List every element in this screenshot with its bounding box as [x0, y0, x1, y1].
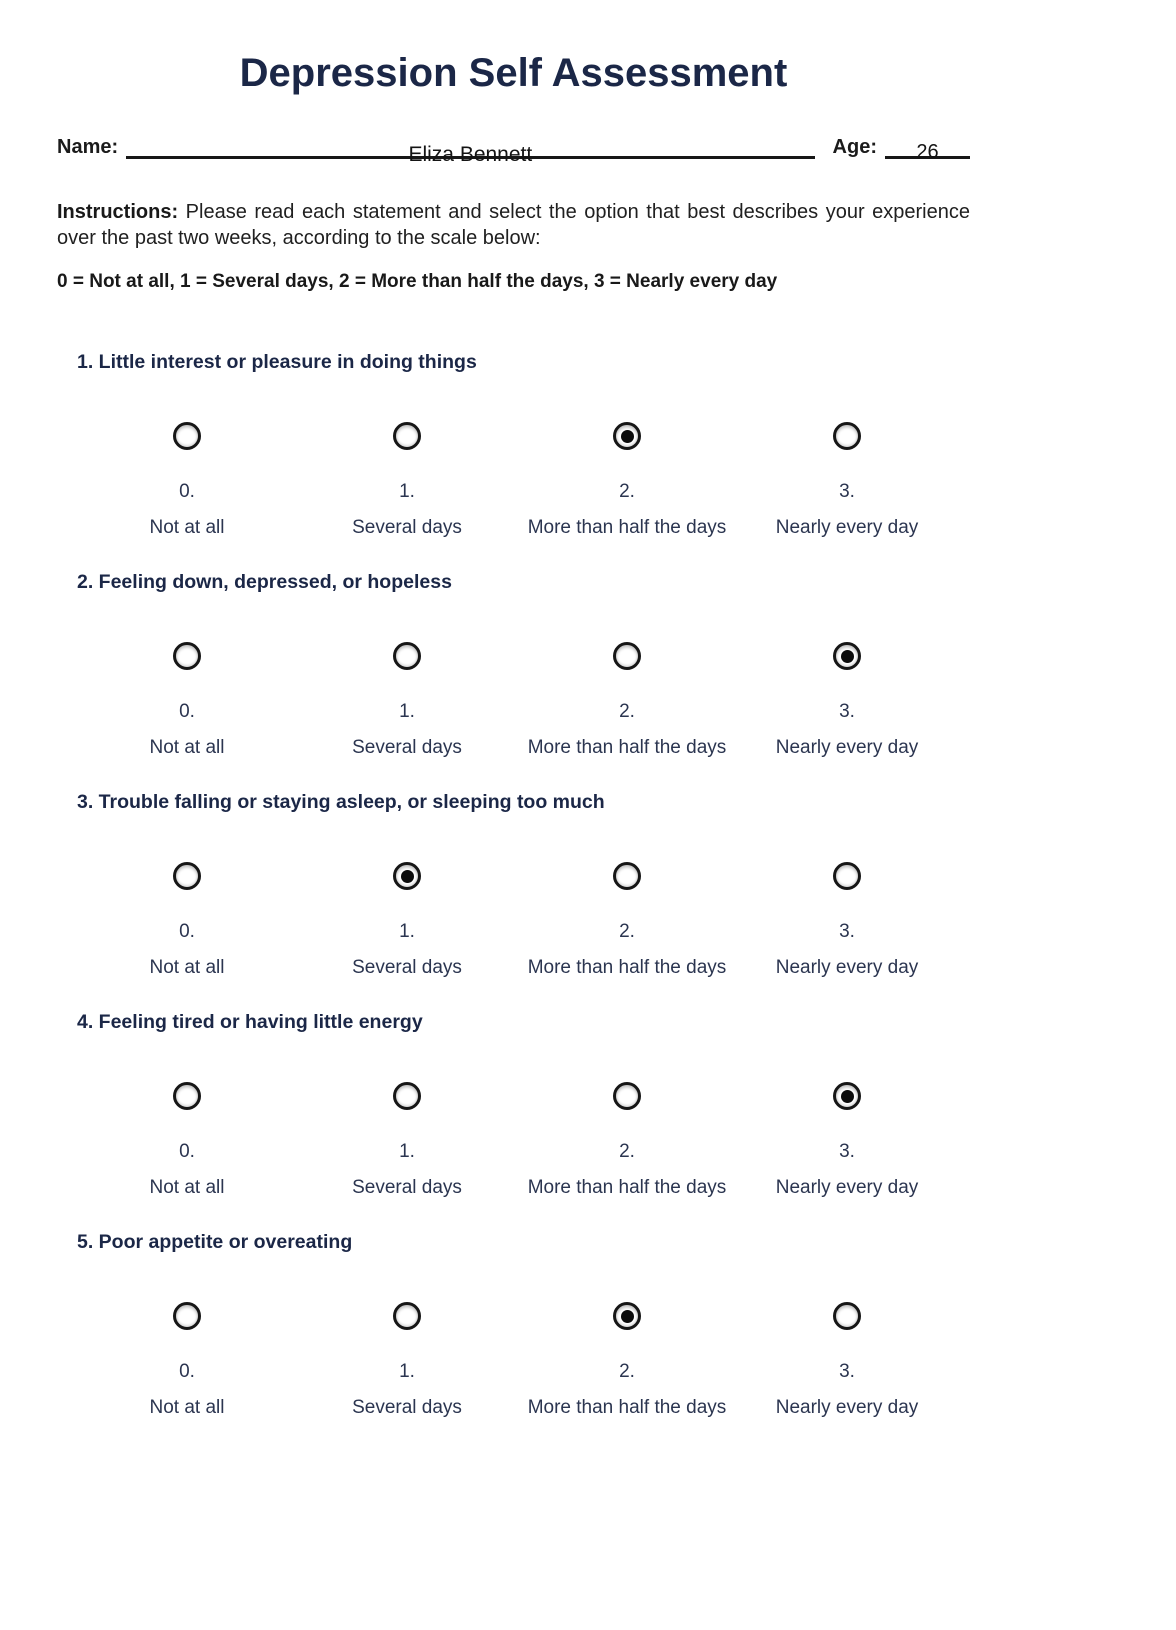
q2-option-2[interactable] — [517, 642, 737, 760]
q5-option-1[interactable] — [297, 1302, 517, 1420]
radio-q4-opt3[interactable] — [833, 1082, 861, 1110]
radio-q4-opt2[interactable] — [613, 1082, 641, 1110]
options-row — [77, 642, 970, 760]
question-title: 4. Feeling tired or having little energy — [77, 1011, 423, 1033]
option-label: Nearly every day — [775, 957, 919, 978]
option-number: 2. — [619, 1141, 635, 1162]
name-value: Eliza Bennett — [408, 143, 533, 166]
option-label: Not at all — [149, 1397, 225, 1418]
option-label: Several days — [352, 737, 462, 758]
radio-q3-opt2[interactable] — [613, 862, 641, 890]
option-number: 0. — [179, 921, 195, 942]
q1-option-1[interactable] — [297, 422, 517, 540]
option-number: 1. — [399, 921, 415, 942]
name-field[interactable] — [126, 132, 814, 166]
option-number: 3. — [839, 921, 855, 942]
q3-option-0[interactable] — [77, 862, 297, 980]
option-label: Nearly every day — [775, 737, 919, 758]
radio-q1-opt0[interactable] — [173, 422, 201, 450]
q2-option-3[interactable] — [737, 642, 957, 760]
instructions — [57, 199, 970, 251]
option-label: More than half the days — [527, 737, 727, 758]
radio-q5-opt3[interactable] — [833, 1302, 861, 1330]
radio-q3-opt1[interactable] — [393, 862, 421, 890]
option-number: 1. — [399, 1141, 415, 1162]
radio-q4-opt0[interactable] — [173, 1082, 201, 1110]
scale-legend: 0 = Not at all, 1 = Several days, 2 = More than half the days, 3 = Nearly every day — [57, 271, 778, 292]
radio-dot-icon — [401, 870, 414, 883]
option-label: Not at all — [149, 737, 225, 758]
radio-q4-opt1[interactable] — [393, 1082, 421, 1110]
question-5 — [57, 1229, 970, 1420]
instructions-label: Instructions: — [57, 201, 179, 223]
option-label: More than half the days — [527, 517, 727, 538]
option-label: Not at all — [149, 517, 225, 538]
q5-option-0[interactable] — [77, 1302, 297, 1420]
question-title: 1. Little interest or pleasure in doing things — [77, 351, 477, 373]
q4-option-3[interactable] — [737, 1082, 957, 1200]
option-label: More than half the days — [527, 957, 727, 978]
radio-q2-opt3[interactable] — [833, 642, 861, 670]
q4-option-0[interactable] — [77, 1082, 297, 1200]
radio-q3-opt3[interactable] — [833, 862, 861, 890]
question-title: 5. Poor appetite or overeating — [77, 1231, 353, 1253]
option-label: Nearly every day — [775, 517, 919, 538]
option-number: 1. — [399, 481, 415, 502]
radio-q2-opt2[interactable] — [613, 642, 641, 670]
option-number: 3. — [839, 481, 855, 502]
question-3 — [57, 789, 970, 980]
age-label: Age: — [832, 136, 877, 158]
radio-q5-opt2[interactable] — [613, 1302, 641, 1330]
option-label: Several days — [352, 957, 462, 978]
page-title: Depression Self Assessment — [239, 51, 788, 95]
q4-option-2[interactable] — [517, 1082, 737, 1200]
option-label: Not at all — [149, 957, 225, 978]
option-number: 2. — [619, 481, 635, 502]
option-label: Nearly every day — [775, 1397, 919, 1418]
age-value: 26 — [916, 141, 939, 163]
option-number: 3. — [839, 1361, 855, 1382]
option-number: 3. — [839, 1141, 855, 1162]
radio-q3-opt0[interactable] — [173, 862, 201, 890]
option-label: Not at all — [149, 1177, 225, 1198]
q2-option-1[interactable] — [297, 642, 517, 760]
option-number: 2. — [619, 701, 635, 722]
instructions-text: Please read each statement and select the option that best describes your experience over the past two weeks, according to the scale below: — [57, 201, 970, 249]
q5-option-2[interactable] — [517, 1302, 737, 1420]
option-number: 0. — [179, 1361, 195, 1382]
radio-dot-icon — [841, 1090, 854, 1103]
question-title: 3. Trouble falling or staying asleep, or sleeping too much — [77, 791, 605, 813]
options-row — [77, 422, 970, 540]
option-number: 0. — [179, 701, 195, 722]
question-1 — [57, 349, 970, 540]
option-number: 0. — [179, 481, 195, 502]
option-label: More than half the days — [527, 1397, 727, 1418]
radio-q5-opt1[interactable] — [393, 1302, 421, 1330]
option-number: 1. — [399, 1361, 415, 1382]
q5-option-3[interactable] — [737, 1302, 957, 1420]
question-title: 2. Feeling down, depressed, or hopeless — [77, 571, 452, 593]
radio-dot-icon — [621, 1310, 634, 1323]
option-label: Several days — [352, 1397, 462, 1418]
option-number: 2. — [619, 1361, 635, 1382]
radio-q5-opt0[interactable] — [173, 1302, 201, 1330]
option-number: 1. — [399, 701, 415, 722]
question-4 — [57, 1009, 970, 1200]
option-number: 0. — [179, 1141, 195, 1162]
q4-option-1[interactable] — [297, 1082, 517, 1200]
radio-q1-opt1[interactable] — [393, 422, 421, 450]
q1-option-2[interactable] — [517, 422, 737, 540]
radio-q2-opt1[interactable] — [393, 642, 421, 670]
option-label: Several days — [352, 517, 462, 538]
q1-option-3[interactable] — [737, 422, 957, 540]
q2-option-0[interactable] — [77, 642, 297, 760]
option-number: 3. — [839, 701, 855, 722]
name-label: Name: — [57, 136, 119, 158]
radio-dot-icon — [621, 430, 634, 443]
q3-option-1[interactable] — [297, 862, 517, 980]
radio-q1-opt2[interactable] — [613, 422, 641, 450]
questions-list — [57, 349, 970, 1420]
option-label: More than half the days — [527, 1177, 727, 1198]
question-2 — [57, 569, 970, 760]
options-row — [77, 1082, 970, 1200]
name-age-row — [57, 132, 970, 166]
option-label: Several days — [352, 1177, 462, 1198]
radio-q2-opt0[interactable] — [173, 642, 201, 670]
q3-option-2[interactable] — [517, 862, 737, 980]
option-label: Nearly every day — [775, 1177, 919, 1198]
radio-q1-opt3[interactable] — [833, 422, 861, 450]
age-field[interactable] — [885, 132, 970, 163]
q3-option-3[interactable] — [737, 862, 957, 980]
radio-dot-icon — [841, 650, 854, 663]
q1-option-0[interactable] — [77, 422, 297, 540]
option-number: 2. — [619, 921, 635, 942]
options-row — [77, 1302, 970, 1420]
options-row — [77, 862, 970, 980]
